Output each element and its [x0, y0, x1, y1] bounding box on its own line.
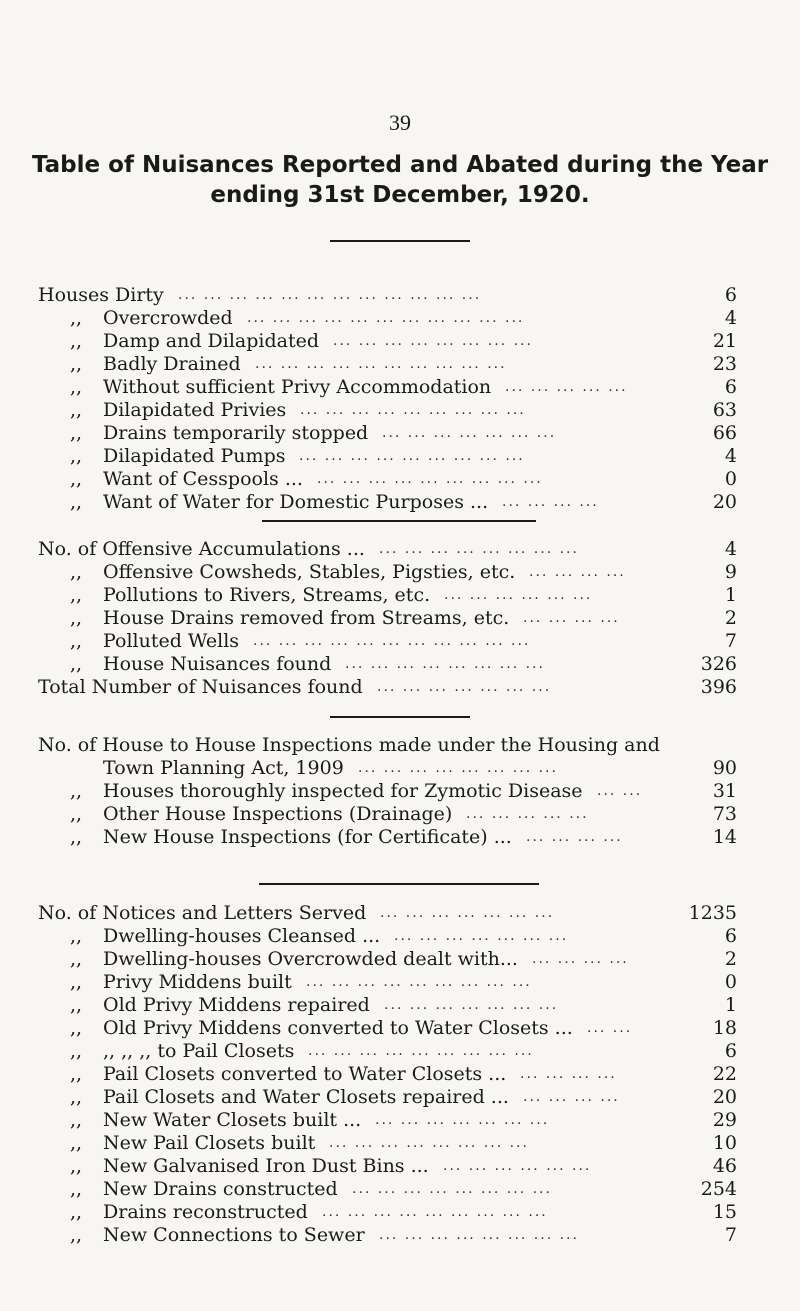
dot-leader: ... ... ... ...: [523, 610, 620, 626]
item-value: 2: [724, 948, 737, 970]
dot-leader: ... ... ... ... ... ... ... ... ...: [317, 471, 543, 487]
item-value: 4: [724, 445, 737, 467]
ditto-mark: ,,: [70, 948, 83, 970]
list-item: [0, 994, 800, 1017]
item-label: Old Privy Middens converted to Water Closets ...: [103, 1017, 573, 1039]
list-item: [0, 307, 800, 330]
ditto-mark: ,,: [70, 468, 83, 490]
list-item: [0, 826, 800, 849]
item-label: House Drains removed from Streams, etc.: [103, 607, 510, 629]
dot-leader: ... ... ... ... ... ...: [443, 1158, 592, 1174]
item-value: 6: [724, 1040, 737, 1062]
item-label: Dwelling-houses Cleansed ...: [103, 925, 381, 947]
item-label: New Water Closets built ...: [103, 1109, 362, 1131]
item-label: Want of Cesspools ...: [103, 468, 303, 490]
dot-leader: ... ... ... ... ...: [466, 806, 589, 822]
dot-leader: ... ...: [587, 1020, 633, 1036]
dot-leader: ... ... ... ...: [532, 951, 629, 967]
list-item: [0, 422, 800, 445]
ditto-mark: ,,: [70, 1132, 83, 1154]
item-label: New Galvanised Iron Dust Bins ...: [103, 1155, 429, 1177]
list-item: [0, 803, 800, 826]
notices-section: [0, 902, 800, 1247]
dot-leader: ... ... ... ... ... ... ... ...: [329, 1135, 529, 1151]
item-value: 29: [712, 1109, 737, 1131]
item-value: 22: [712, 1063, 737, 1085]
item-label: Pollutions to Rivers, Streams, etc.: [103, 584, 431, 606]
inspections-items: [0, 780, 800, 849]
page-title: [0, 150, 800, 210]
inspections-heading-line-1: No. of House to House Inspections made under the Housing and: [38, 734, 660, 756]
list-item: [0, 925, 800, 948]
ditto-mark: ,,: [70, 1109, 83, 1131]
list-item: [0, 1155, 800, 1178]
item-value: 66: [712, 422, 737, 444]
list-item: [0, 399, 800, 422]
dot-leader: ... ... ... ... ... ... ... ...: [379, 1227, 579, 1243]
list-item: [0, 584, 800, 607]
dot-leader: ... ... ... ... ... ... ... ... ... ... ... ...: [178, 287, 482, 303]
item-label: Dilapidated Privies: [103, 399, 287, 421]
item-label: Old Privy Middens repaired: [103, 994, 370, 1016]
title-line-2: ending 31st December, 1920.: [210, 182, 590, 208]
dot-leader: ... ... ... ... ... ... ... ...: [379, 541, 579, 557]
dot-leader: ... ...: [597, 783, 643, 799]
dot-leader: ... ... ... ...: [502, 494, 599, 510]
item-value: 31: [712, 780, 737, 802]
list-item: [0, 1017, 800, 1040]
item-value: 63: [712, 399, 737, 421]
ditto-mark: ,,: [70, 925, 83, 947]
dot-leader: ... ... ... ... ... ... ... ... ...: [306, 974, 532, 990]
houses-heading-value: 6: [724, 284, 737, 306]
list-item: [0, 376, 800, 399]
ditto-mark: ,,: [70, 607, 83, 629]
dot-leader: ... ... ... ... ... ... ...: [380, 905, 555, 921]
item-value: 20: [712, 1086, 737, 1108]
section-divider: [330, 716, 470, 718]
item-value: 6: [724, 925, 737, 947]
item-label: House Nuisances found: [103, 653, 332, 675]
list-item: [0, 330, 800, 353]
list-item: [0, 468, 800, 491]
title-line-1: Table of Nuisances Reported and Abated during the Year: [31, 152, 769, 178]
inspections-heading-row-2: [0, 757, 800, 780]
list-item: [0, 948, 800, 971]
accumulations-heading-value: 4: [724, 538, 737, 560]
ditto-mark: ,,: [70, 780, 83, 802]
list-item: [0, 491, 800, 514]
dot-leader: ... ... ... ... ... ... ... ...: [352, 1181, 552, 1197]
dot-leader: ... ... ... ... ... ... ... ... ...: [299, 448, 525, 464]
item-value: 23: [712, 353, 737, 375]
dot-leader: ... ... ... ... ... ... ... ... ...: [322, 1204, 548, 1220]
list-item: [0, 1201, 800, 1224]
inspections-heading-line-2: Town Planning Act, 1909: [103, 757, 344, 779]
ditto-mark: ,,: [70, 376, 83, 398]
notices-heading-row: [0, 902, 800, 925]
ditto-mark: ,,: [70, 561, 83, 583]
item-value: 15: [712, 1201, 737, 1223]
item-label: Offensive Cowsheds, Stables, Pigsties, etc.: [103, 561, 516, 583]
item-label: Houses thoroughly inspected for Zymotic Disease: [103, 780, 583, 802]
item-value: 20: [712, 491, 737, 513]
item-value: 2: [724, 607, 737, 629]
title-divider: [330, 240, 470, 242]
item-label: Dilapidated Pumps: [103, 445, 286, 467]
item-label: Privy Middens built: [103, 971, 292, 993]
inspections-heading-row-1: [0, 734, 800, 757]
houses-heading-row: [0, 284, 800, 307]
item-value: 1: [724, 584, 737, 606]
ditto-mark: ,,: [70, 491, 83, 513]
dot-leader: ... ... ... ... ... ... ... ... ... ... ...: [253, 633, 531, 649]
ditto-mark: ,,: [70, 971, 83, 993]
dot-leader: ... ... ... ... ... ... ... ...: [345, 656, 545, 672]
accumulations-heading: No. of Offensive Accumulations ...: [38, 538, 365, 560]
ditto-mark: ,,: [70, 399, 83, 421]
item-value: 7: [724, 630, 737, 652]
ditto-mark: ,,: [70, 994, 83, 1016]
dot-leader: ... ... ... ... ... ... ... ...: [358, 760, 558, 776]
total-label: Total Number of Nuisances found: [38, 676, 363, 698]
item-value: 10: [712, 1132, 737, 1154]
ditto-mark: ,,: [70, 630, 83, 652]
item-label: Dwelling-houses Overcrowded dealt with...: [103, 948, 518, 970]
inspections-section: [0, 734, 800, 780]
list-item: [0, 607, 800, 630]
dot-leader: ... ... ... ...: [523, 1089, 620, 1105]
notices-heading: No. of Notices and Letters Served: [38, 902, 367, 924]
item-label: Without sufficient Privy Accommodation: [103, 376, 492, 398]
item-label: Overcrowded: [103, 307, 233, 329]
dot-leader: ... ... ... ... ... ... ... ...: [333, 333, 533, 349]
ditto-mark: ,,: [70, 653, 83, 675]
page-number: 39: [389, 110, 411, 135]
ditto-mark: ,,: [70, 803, 83, 825]
item-value: 254: [700, 1178, 737, 1200]
dot-leader: ... ... ... ... ... ...: [444, 587, 593, 603]
list-item: [0, 1063, 800, 1086]
dot-leader: ... ... ... ... ... ... ...: [382, 425, 557, 441]
item-label: New House Inspections (for Certificate) ...: [103, 826, 512, 848]
list-item: [0, 1132, 800, 1155]
item-value: 46: [712, 1155, 737, 1177]
item-label: Pail Closets converted to Water Closets ...: [103, 1063, 507, 1085]
dot-leader: ... ... ... ... ... ... ... ... ... ...: [255, 356, 507, 372]
ditto-mark: ,,: [70, 1040, 83, 1062]
item-label: New Drains constructed: [103, 1178, 338, 1200]
ditto-mark: ,,: [70, 584, 83, 606]
ditto-mark: ,,: [70, 1224, 83, 1246]
total-row: [0, 676, 800, 699]
dot-leader: ... ... ... ...: [526, 829, 623, 845]
item-value: 4: [724, 307, 737, 329]
item-label: Badly Drained: [103, 353, 241, 375]
section-divider: [259, 883, 539, 885]
notices-heading-value: 1235: [688, 902, 737, 924]
houses-heading: Houses Dirty: [38, 284, 164, 306]
item-label: Damp and Dilapidated: [103, 330, 320, 352]
item-label: New Connections to Sewer: [103, 1224, 365, 1246]
ditto-mark: ,,: [70, 307, 83, 329]
inspections-heading-value: 90: [712, 757, 737, 779]
item-label: Want of Water for Domestic Purposes ...: [103, 491, 489, 513]
ditto-mark: ,,: [70, 1017, 83, 1039]
dot-leader: ... ... ... ... ... ... ...: [375, 1112, 550, 1128]
dot-leader: ... ... ... ...: [520, 1066, 617, 1082]
item-value: 7: [724, 1224, 737, 1246]
dot-leader: ... ... ... ... ... ... ... ... ...: [300, 402, 526, 418]
dot-leader: ... ... ... ...: [529, 564, 626, 580]
ditto-mark: ,,: [70, 1086, 83, 1108]
section-divider: [262, 520, 536, 522]
item-value: 14: [712, 826, 737, 848]
ditto-mark: ,,: [70, 826, 83, 848]
list-item: [0, 1040, 800, 1063]
ditto-mark: ,,: [70, 1201, 83, 1223]
item-label: New Pail Closets built: [103, 1132, 316, 1154]
list-item: [0, 1178, 800, 1201]
houses-section: [0, 284, 800, 514]
dot-leader: ... ... ... ... ...: [505, 379, 628, 395]
dot-leader: ... ... ... ... ... ... ... ... ... ... ...: [247, 310, 525, 326]
ditto-mark: ,,: [70, 445, 83, 467]
item-value: 73: [712, 803, 737, 825]
item-label: Drains reconstructed: [103, 1201, 308, 1223]
list-item: [0, 1109, 800, 1132]
list-item: [0, 971, 800, 994]
item-value: 9: [724, 561, 737, 583]
item-value: 0: [724, 971, 737, 993]
list-item: [0, 561, 800, 584]
dot-leader: ... ... ... ... ... ... ... ... ...: [308, 1043, 534, 1059]
list-item: [0, 630, 800, 653]
item-label: Other House Inspections (Drainage): [103, 803, 453, 825]
ditto-mark: ,,: [70, 1063, 83, 1085]
item-value: 6: [724, 376, 737, 398]
item-label: Drains temporarily stopped: [103, 422, 369, 444]
list-item: [0, 1086, 800, 1109]
list-item: [0, 353, 800, 376]
dot-leader: ... ... ... ... ... ... ...: [377, 679, 552, 695]
list-item: [0, 780, 800, 803]
list-item: [0, 445, 800, 468]
ditto-mark: ,,: [70, 1155, 83, 1177]
ditto-mark: ,,: [70, 330, 83, 352]
accumulations-heading-row: [0, 538, 800, 561]
dot-leader: ... ... ... ... ... ... ...: [384, 997, 559, 1013]
dot-leader: ... ... ... ... ... ... ...: [394, 928, 569, 944]
list-item: [0, 653, 800, 676]
item-label: Pail Closets and Water Closets repaired ...: [103, 1086, 509, 1108]
ditto-mark: ,,: [70, 353, 83, 375]
item-value: 326: [700, 653, 737, 675]
total-value: 396: [700, 676, 737, 698]
item-value: 18: [712, 1017, 737, 1039]
ditto-mark: ,,: [70, 422, 83, 444]
ditto-mark: ,,: [70, 1178, 83, 1200]
accumulations-section: [0, 538, 800, 699]
item-value: 21: [712, 330, 737, 352]
item-value: 0: [724, 468, 737, 490]
item-label: Polluted Wells: [103, 630, 240, 652]
item-label: ,, ,, ,, to Pail Closets: [103, 1040, 295, 1062]
list-item: [0, 1224, 800, 1247]
item-value: 1: [724, 994, 737, 1016]
